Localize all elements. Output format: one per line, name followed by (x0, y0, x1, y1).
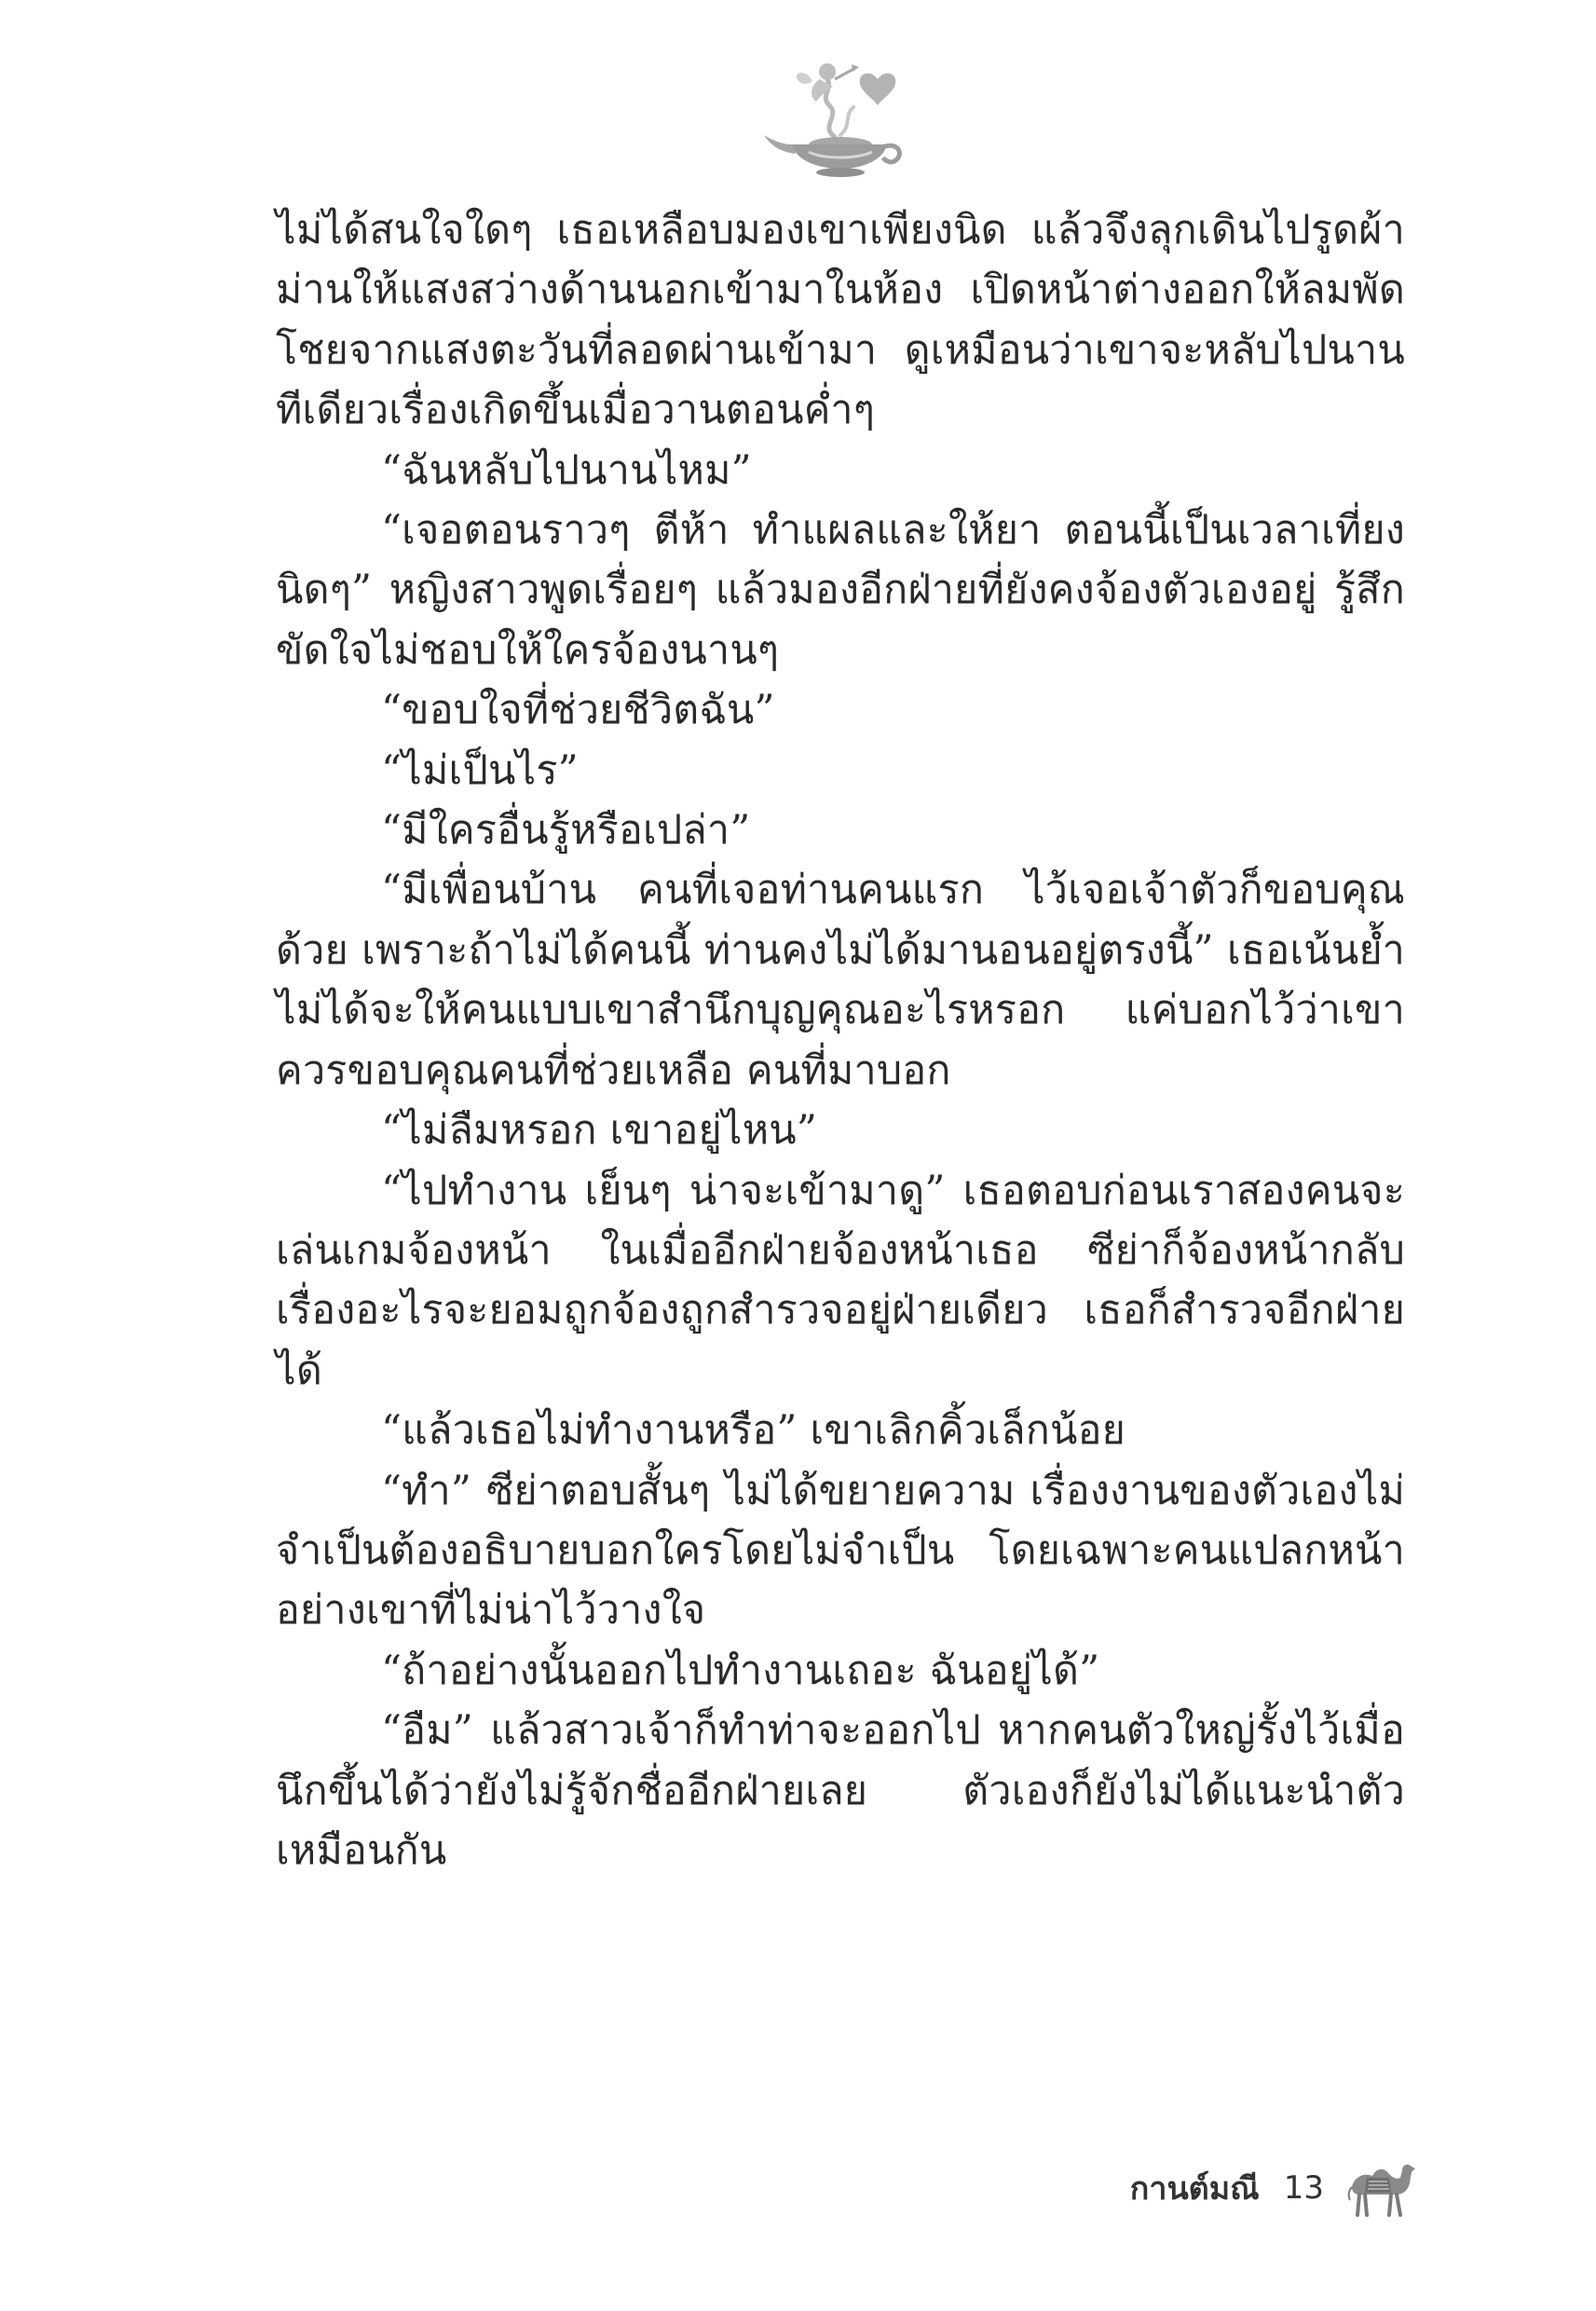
paragraph: “มีเพื่อนบ้าน คนที่เจอท่านคนแรก ไว้เจอเจ้าตัวก็ขอบคุณด้วย เพราะถ้าไม่ได้คนนี้ ท่านคงไม่ได้มานอนอยู่ตรงนี้” เธอเน้นย้ำ ไม่ได้จะให้คนแบบเขาสำนึกบุญคุณอะไรหรอก แค่บอกไว้ว่าเขาควรขอบคุณคนที่ช่วยเหลือ คนที่มาบอก (276, 867, 1405, 1094)
page-footer (1130, 2151, 1419, 2225)
paragraph: “ไม่เป็นไร” (381, 746, 579, 794)
paragraph: ไม่ได้สนใจใดๆ เธอเหลือบมองเขาเพียงนิด แล้วจึงลุกเดินไปรูดผ้าม่านให้แสงสว่างด้านนอกเข้ามาในห้อง เปิดหน้าต่างออกให้ลมพัดโชยจากแสงตะวันที่ลอดผ่านเข้ามา ดูเหมือนว่าเขาจะหลับไปนานทีเดียวเรื่องเกิดขึ้นเมื่อวานตอนค่ำๆ (276, 207, 1405, 434)
body-text (276, 200, 1405, 1880)
paragraph: “ไม่ลืมหรอก เขาอยู่ไหน” (381, 1107, 818, 1155)
page-number: 13 (1283, 2169, 1324, 2207)
paragraph: “มีใครอื่นรู้หรือเปล่า” (381, 807, 751, 855)
paragraph: “ทำ” ซีย่าตอบสั้นๆ ไม่ได้ขยายความ เรื่องงานของตัวเองไม่จำเป็นต้องอธิบายบอกใครโดยไม่จำเป็น โดยเฉพาะคนแปลกหน้าอย่างเขาที่ไม่น่าไว้วางใจ (276, 1467, 1405, 1634)
paragraph: “แล้วเธอไม่ทำงานหรือ” เขาเลิกคิ้วเล็กน้อย (381, 1407, 1126, 1455)
paragraph: “ขอบใจที่ช่วยชีวิตฉัน” (381, 687, 775, 734)
paragraph: “เจอตอนราวๆ ตีห้า ทำแผลและให้ยา ตอนนี้เป็นเวลาเที่ยงนิดๆ” หญิงสาวพูดเรื่อยๆ แล้วมองอีกฝ่ายที่ยังคงจ้องตัวเองอยู่ รู้สึกขัดใจไม่ชอบให้ใครจ้องนานๆ (276, 507, 1405, 674)
paragraph: “อืม” แล้วสาวเจ้าก็ทำท่าจะออกไป หากคนตัวใหญ่รั้งไว้เมื่อนึกขึ้นได้ว่ายังไม่รู้จักชื่ออีกฝ่ายเลย ตัวเองก็ยังไม่ได้แนะนำตัวเหมือนกัน (276, 1707, 1405, 1874)
paragraph: “ถ้าอย่างนั้นออกไปทำงานเถอะ ฉันอยู่ได้” (381, 1647, 1100, 1694)
genie-lamp-icon (755, 51, 913, 182)
paragraph: “ไปทำงาน เย็นๆ น่าจะเข้ามาดู” เธอตอบก่อนเราสองคนจะเล่นเกมจ้องหน้า ในเมื่ออีกฝ่ายจ้องหน้าเธอ ซีย่าก็จ้องหน้ากลับ เรื่องอะไรจะยอมถูกจ้องถูกสำรวจอยู่ฝ่ายเดียว เธอก็สำรวจอีกฝ่ายได้ (276, 1167, 1405, 1394)
paragraph: “ฉันหลับไปนานไหม” (381, 446, 752, 494)
author-name: กานต์มณี (1129, 2170, 1260, 2208)
camel-icon (1344, 2155, 1419, 2221)
